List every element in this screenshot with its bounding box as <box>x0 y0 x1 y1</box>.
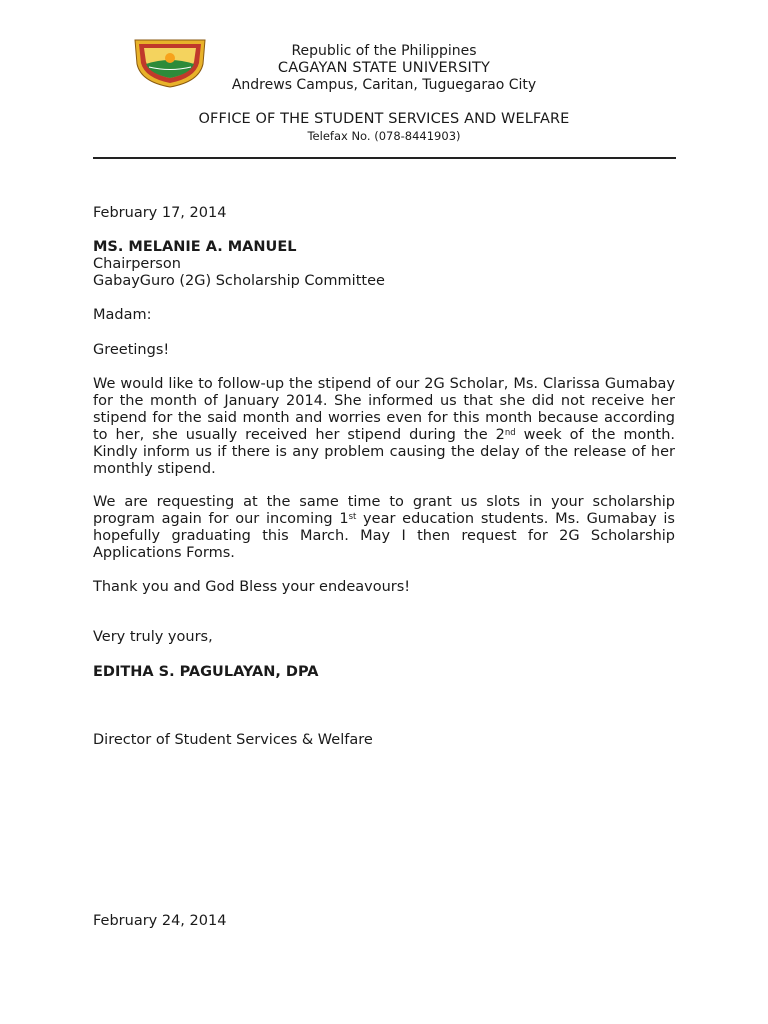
paragraph-request-text-b: year education students. Ms. Gumabay is hopefully graduating this March. May I then request for 2G Scholarship Applications Forms. <box>93 511 675 561</box>
header-telefax: Telefax No. (078-8441903) <box>307 129 461 143</box>
recipient-org: GabayGuro (2G) Scholarship Committee <box>93 273 385 289</box>
header-republic: Republic of the Philippines <box>291 43 477 59</box>
thanks-line: Thank you and God Bless your endeavours! <box>93 579 411 595</box>
header-university: CAGAYAN STATE UNIVERSITY <box>277 60 491 76</box>
signatory-title: Director of Student Services & Welfare <box>93 732 373 748</box>
paragraph-request <box>93 494 675 562</box>
paragraph-followup-text-a: We would like to follow-up the stipend of our 2G Scholar, Ms. Clarissa Gumabay for the month of January 2014. She informed us that she did not receive her stipend for the said month and worries even for this month because according to her, she usually received her stipend during the 2 <box>93 376 675 443</box>
closing: Very truly yours, <box>93 629 213 645</box>
recipient-title: Chairperson <box>93 256 181 272</box>
greeting: Greetings! <box>93 342 170 358</box>
signatory-name: EDITHA S. PAGULAYAN, DPA <box>93 664 319 680</box>
header-divider <box>93 157 676 159</box>
salutation: Madam: <box>93 307 152 323</box>
ordinal-sup: nd <box>504 428 516 438</box>
paragraph-followup-text-b: week of the month. Kindly inform us if there is any problem causing the delay of the release of her monthly stipend. <box>93 427 675 477</box>
paragraph-request-text-a: We are requesting at the same time to grant us slots in your scholarship program again for our incoming 1 <box>93 494 675 527</box>
ordinal-sup: st <box>348 512 357 522</box>
recipient-name: MS. MELANIE A. MANUEL <box>93 239 297 255</box>
header-campus: Andrews Campus, Caritan, Tuguegarao City <box>231 77 537 93</box>
second-date: February 24, 2014 <box>93 913 227 929</box>
letter-date: February 17, 2014 <box>93 205 227 221</box>
header-office: OFFICE OF THE STUDENT SERVICES AND WELFARE <box>198 111 570 127</box>
paragraph-followup <box>93 376 675 478</box>
